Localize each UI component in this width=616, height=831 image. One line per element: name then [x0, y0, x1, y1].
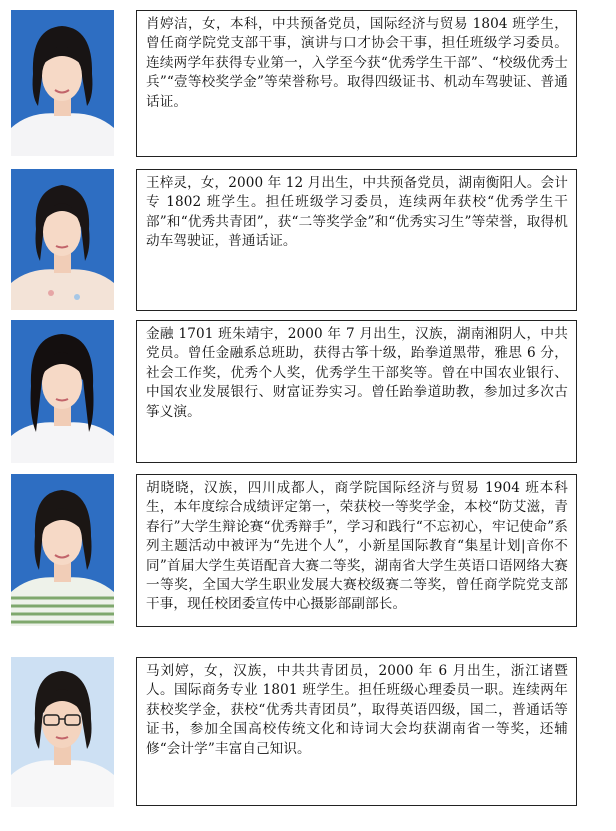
bio-text: 肖婷洁，女，本科，中共预备党员，国际经济与贸易 1804 班学生，曾任商学院党支部干事，演讲与口才协会干事，担任班级学习委员。连续两学年获得专业第一，入学至今获“优秀学生干部”、“校级优秀士兵”“壹等校奖学金”等荣誉称号。取得四级证书、机动车驾驶证、普通话证。	[136, 10, 577, 157]
portrait-icon	[11, 657, 114, 807]
bio-text: 王梓灵，女，2000 年 12 月出生，中共预备党员，湖南衡阳人。会计专 1802 班学生。担任班级学习委员，连续两年获校“优秀学生干部”和“优秀共青团”，获“二等奖学金”和“优秀实习生”等荣誉，取得机动车驾驶证，普通话证。	[136, 169, 577, 311]
profile-photo	[11, 320, 114, 463]
portrait-icon	[11, 169, 114, 310]
portrait-icon	[11, 474, 114, 626]
portrait-icon	[11, 320, 114, 463]
bio-text: 胡晓晓，汉族，四川成都人，商学院国际经济与贸易 1904 班本科生，本年度综合成绩评定第一，荣获校一等奖学金，本校“防艾滋，青春行”大学生辩论赛“优秀辩手”，学习和践行“不忘初心，牢记使命”系列主题活动中被评为“先进个人”，小新星国际教育“集星计划|音你不同”首届大学生英语配音大赛二等奖，湖南省大学生英语口语网络大赛一等奖，全国大学生职业发展大赛校级赛二等奖，曾任商学院党支部干事，现任校团委宣传中心摄影部副部长。	[136, 474, 577, 627]
portrait-icon	[11, 10, 114, 156]
profile-photo	[11, 657, 114, 807]
profile-photo	[11, 10, 114, 156]
profile-photo	[11, 169, 114, 310]
bio-text: 金融 1701 班朱靖宇，2000 年 7 月出生，汉族，湖南湘阴人，中共党员。曾任金融系总班助，获得古筝十级，跆拳道黑带，雅思 6 分，社会工作奖，优秀个人奖，优秀学生干部奖等。曾在中国农业银行、中国农业发展银行、财富证券实习。曾任跆拳道助教，参加过多次古筝义演。	[136, 320, 577, 463]
bio-text: 马刘婷，女，汉族，中共共青团员，2000 年 6 月出生，浙江诸暨人。国际商务专业 1801 班学生。担任班级心理委员一职。连续两年获校奖学金，获校“优秀共青团员”，取得英语四级，国二，普通话等证书，参加全国高校传统文化和诗词大会均获湖南省一等奖，还辅修“会计学”丰富自己知识。	[136, 657, 577, 806]
profile-photo	[11, 474, 114, 626]
